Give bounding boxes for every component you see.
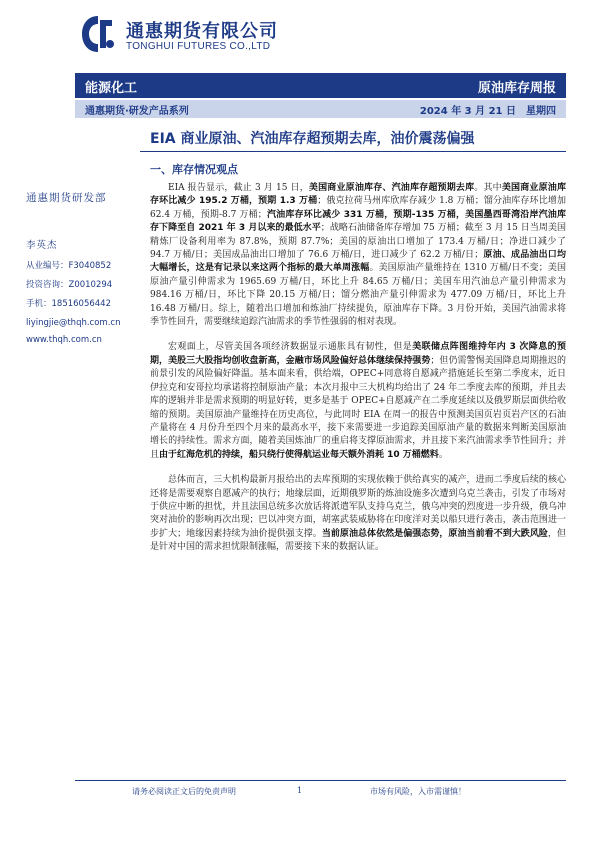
header-band	[75, 73, 566, 98]
consult-number: 投资咨询：Z0010294	[26, 280, 113, 290]
body-paragraph	[150, 474, 566, 554]
emphasis-text: 汽油库存环比减少 331 万桶，预期-135 万桶，美国墨西哥湾沿岸汽油库存下降至自 2021 年 3 月以来的最低水平	[150, 209, 566, 234]
body-paragraph	[150, 341, 566, 462]
emphasis-text: 由于红海危机的持续，船只绕行使得航运业每天额外消耗 10 万桶燃料	[159, 449, 439, 460]
report-date: 2024 年 3 月 21 日 星期四	[419, 106, 556, 117]
company-website[interactable]: www.thqh.com.cn	[26, 335, 102, 345]
body-text: 总体而言，三大机构最新月报给出的去库预期的实现依赖于供给真实的减产，进而二季度后续的核心还将是需要观察自愿减产的执行；地缘层面，近期俄罗斯的炼油设施多次遭到乌克兰袭击，引发了市场对于供应中断的担忧，并且法国总统多次放话将派遣军队支持乌克兰，俄乌冲突的烈度进一步升级，俄乌冲突对油价的影响再次出现；巴以冲突方面，胡塞武装威胁将在印度洋对美以船只进行袭击，袭击范围进一步扩大；地缘因素持续为油价提供强支撑。	[150, 475, 566, 539]
body-text: 。	[438, 449, 448, 460]
emphasis-text: 原油、成品油出口均大幅增长，这是有记录以来这两个指标的最大单周涨幅	[150, 250, 566, 274]
company-name-en: TONGHUI FUTURES CO.,LTD	[126, 41, 271, 52]
company-name-cn: 通惠期货有限公司	[126, 21, 278, 42]
footer-divider	[75, 780, 566, 781]
license-number: 从业编号：F3040852	[26, 261, 112, 271]
analyst-phone: 手机：18516056442	[26, 299, 111, 309]
body-text: 宏观面上，尽管美国各项经济数据显示通胀具有韧性，但是	[168, 342, 413, 353]
emphasis-text: 美联储点阵图维持年内 3 次降息的预期，美股三大股指均创收盘新高，金融市场风险偏好总体继续保持强势	[150, 342, 566, 366]
report-type-label: 原油库存周报	[477, 81, 556, 96]
sub-header-band	[75, 100, 566, 118]
title-divider	[140, 151, 566, 152]
body-text: ；战略石油储备库存增加 75 万桶；截至 3 月 15 日当周美国精炼厂设备利用率为 87.8%，预期 87.7%；美国的原油出口增加了 173.4 万桶/日；净进口减少了 94.7 万桶/日；美国成品油出口增加了 76.6 万桶/日，进口减少了 62.2 万桶/日；	[150, 223, 566, 261]
body-text: ；但仍需警惕美国降息周期推迟的前景引发的风险偏好降温。基本面来看，供给端，OPEC+同意将自愿减产措施延长至第二季度末，近日伊拉克和安哥拉均承诺将控制原油产量；本次月报中三大机构均给出了 24 年二季度去库的预期，并且去库的逻辑并非是需求预期的明显好转，更多是基于 OPEC+自愿减产在二季度延续以及俄罗斯层面供给收缩的预期。美国原油产量维持在历史高位，与此同时 EIA 在周一的报告中预测美国页岩页岩产区的石油产量将在 4 月份升至四个月来的最高水平，接下来需要进一步追踪美国原油产量的数据来判断美国原油增长的持续性。需求方面，随着美国炼油厂的重启将支撑原油需求，并且接下来汽油需求季节性回升；并且	[150, 355, 566, 460]
emphasis-text: 美国商业原油库存、汽油库存超预期去库	[308, 183, 475, 193]
emphasis-text: 当前原油总体依然是偏强态势，原油当前看不到大跌风险	[321, 528, 548, 539]
risk-warning: 市场有风险，入市需谨慎！	[370, 787, 466, 796]
analyst-email[interactable]: liyingjie@thqh.com.cn	[26, 318, 121, 328]
analyst-name: 李英杰	[26, 240, 58, 251]
analyst-sidebar	[26, 190, 136, 352]
report-title: EIA 商业原油、汽油库存超预期去库，油价震荡偏强	[150, 131, 475, 147]
section-heading: 一、库存情况观点	[150, 163, 238, 176]
disclaimer-note: 请务必阅读正文后的免责声明	[132, 787, 236, 796]
body-text: ；俄克拉荷马州库欣库存减少 1.8 万桶；馏分油库存环比增加 62.4 万桶，预期-8.7 万桶；	[150, 196, 566, 220]
emphasis-text: 美国商业原油库存环比减少 195.2 万桶，预期 1.3 万桶	[150, 183, 566, 207]
body-paragraph	[150, 182, 566, 329]
category-label: 能源化工	[85, 81, 138, 96]
company-logo-icon	[80, 14, 116, 54]
page-number: 1	[297, 786, 303, 795]
body-text: 。美国原油产量维持在 1310 万桶/日不变；美国原油产量引伸需求为 1965.69 万桶/日，环比上升 84.65 万桶/日；美国车用汽油总产量引伸需求为 984.16 万桶/日，环比下降 20.15 万桶/日；馏分燃油产量引伸需求为 477.09 万桶/日，环比上升 16.48 万桶/日。综上，随着出口增加和炼油厂持续提负，原油库存下降。3 月份开始，美国汽油需求将季节性回升，需要继续追踪汽油需求的季节性强弱的相对表现。	[150, 263, 566, 328]
series-label: 通惠期货·研发产品系列	[85, 106, 189, 117]
body-text: EIA 报告显示，截止 3 月 15 日，	[168, 183, 309, 193]
body-text: ，但是针对中国的需求担忧限制涨幅，需要接下来的数据认证。	[150, 528, 566, 553]
report-body	[150, 182, 566, 567]
body-text: 。其中	[474, 183, 502, 193]
department-name: 通惠期货研发部	[26, 192, 107, 204]
